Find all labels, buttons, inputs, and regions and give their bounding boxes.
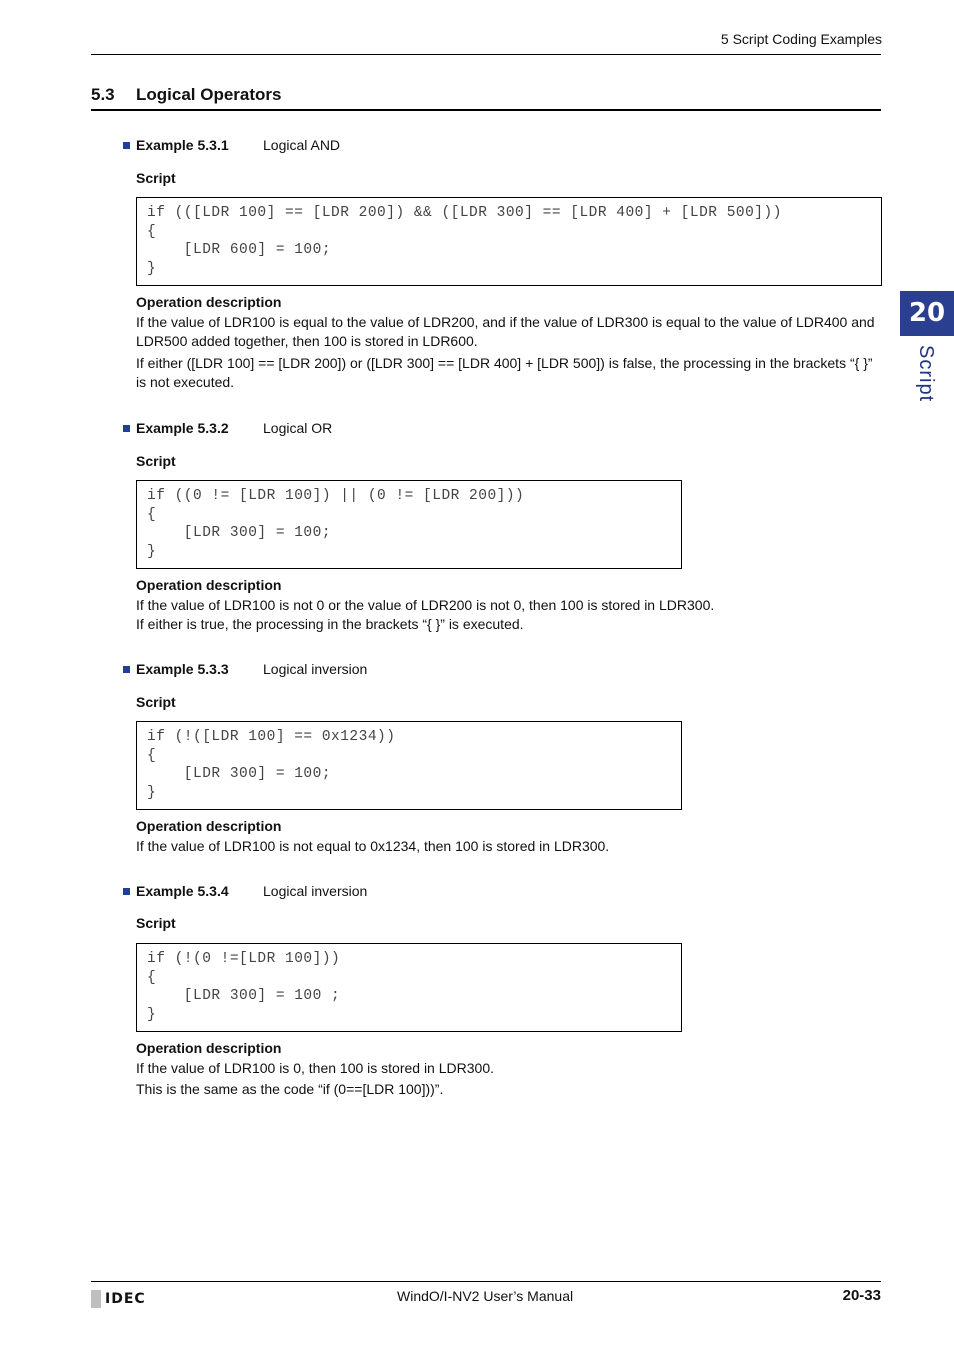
description-paragraph: If the value of LDR100 is equal to the value of LDR200, and if the value of LDR300 is equal to the value of LDR400 and LDR500 added together, then 100 is stored in LDR600. [136, 313, 875, 349]
description-paragraph: If either is true, the processing in the brackets “{ }” is executed. [136, 616, 524, 632]
code-line: [LDR 300] = 100; [147, 766, 332, 782]
section-number: 5.3 [91, 85, 115, 104]
script-label: Script [136, 170, 176, 186]
script-label: Script [136, 453, 176, 469]
code-line: if (([LDR 100] == [LDR 200]) && ([LDR 300] == [LDR 400] + [LDR 500])) [147, 205, 782, 221]
operation-description [136, 293, 886, 393]
header-divider [91, 54, 881, 55]
example-heading [123, 137, 340, 153]
script-label: Script [136, 915, 176, 931]
description-paragraph: If the value of LDR100 is not equal to 0x1234, then 100 is stored in LDR300. [136, 837, 610, 854]
example-label: Example 5.3.3 [136, 661, 229, 677]
example-heading [123, 420, 332, 436]
example-subtitle: Logical inversion [263, 661, 368, 677]
operation-description-title: Operation description [136, 818, 282, 834]
code-block [136, 721, 682, 810]
operation-description [136, 817, 886, 856]
example-subtitle: Logical OR [263, 420, 333, 436]
description-paragraph: If either ([LDR 100] == [LDR 200]) or ([LDR 300] == [LDR 400] + [LDR 500]) is false, the processing in the brackets “{ }” is not executed. [136, 354, 873, 390]
example-heading [123, 661, 367, 677]
section-divider [91, 109, 881, 111]
example-label: Example 5.3.4 [136, 883, 229, 899]
code-line: [LDR 600] = 100; [147, 242, 332, 258]
description-paragraph: This is the same as the code “if (0==[LDR 100]))”. [136, 1081, 444, 1097]
code-block [136, 943, 682, 1032]
code-line: { [147, 747, 157, 764]
idec-logo [91, 1290, 146, 1308]
code-line: } [147, 784, 157, 801]
bullet-square-icon [123, 425, 130, 432]
chapter-tab-number[interactable]: 20 [900, 291, 954, 336]
code-line: } [147, 260, 157, 277]
example-subtitle: Logical inversion [263, 883, 368, 899]
operation-description-title: Operation description [136, 577, 282, 593]
description-paragraph: If the value of LDR100 is 0, then 100 is stored in LDR300. [136, 1059, 494, 1076]
bullet-square-icon [123, 142, 130, 149]
chapter-tab-label: Script [915, 345, 937, 403]
code-line: if ((0 != [LDR 100]) || (0 != [LDR 200])) [147, 488, 525, 504]
operation-description [136, 1039, 886, 1100]
section-title-text: Logical Operators [136, 85, 282, 104]
code-line: { [147, 506, 157, 523]
code-line: if (!(0 !=[LDR 100])) [147, 951, 341, 967]
logo-mark-icon [91, 1290, 101, 1308]
bullet-square-icon [123, 666, 130, 673]
footer-manual-title: WindO/I-NV2 User’s Manual [397, 1288, 574, 1304]
code-line: if (!([LDR 100] == 0x1234)) [147, 729, 396, 745]
footer-divider [91, 1281, 881, 1282]
example-label: Example 5.3.1 [136, 137, 229, 153]
logo-text: IDEC [105, 1291, 146, 1307]
section-title [91, 85, 281, 105]
example-heading [123, 883, 367, 899]
operation-description [136, 576, 886, 635]
code-line: } [147, 543, 157, 560]
code-block [136, 480, 682, 569]
page-number: 20-33 [842, 1287, 881, 1304]
code-line: } [147, 1006, 157, 1023]
code-line: [LDR 300] = 100 ; [147, 988, 341, 1004]
script-label: Script [136, 694, 176, 710]
example-subtitle: Logical AND [263, 137, 341, 153]
code-line: { [147, 969, 157, 986]
running-header: 5 Script Coding Examples [720, 31, 882, 47]
example-label: Example 5.3.2 [136, 420, 229, 436]
code-line: { [147, 223, 157, 240]
bullet-square-icon [123, 888, 130, 895]
operation-description-title: Operation description [136, 294, 282, 310]
description-paragraph: If the value of LDR100 is not 0 or the value of LDR200 is not 0, then 100 is stored in LDR300. [136, 596, 715, 613]
code-block [136, 197, 882, 286]
code-line: [LDR 300] = 100; [147, 525, 332, 541]
operation-description-title: Operation description [136, 1040, 282, 1056]
